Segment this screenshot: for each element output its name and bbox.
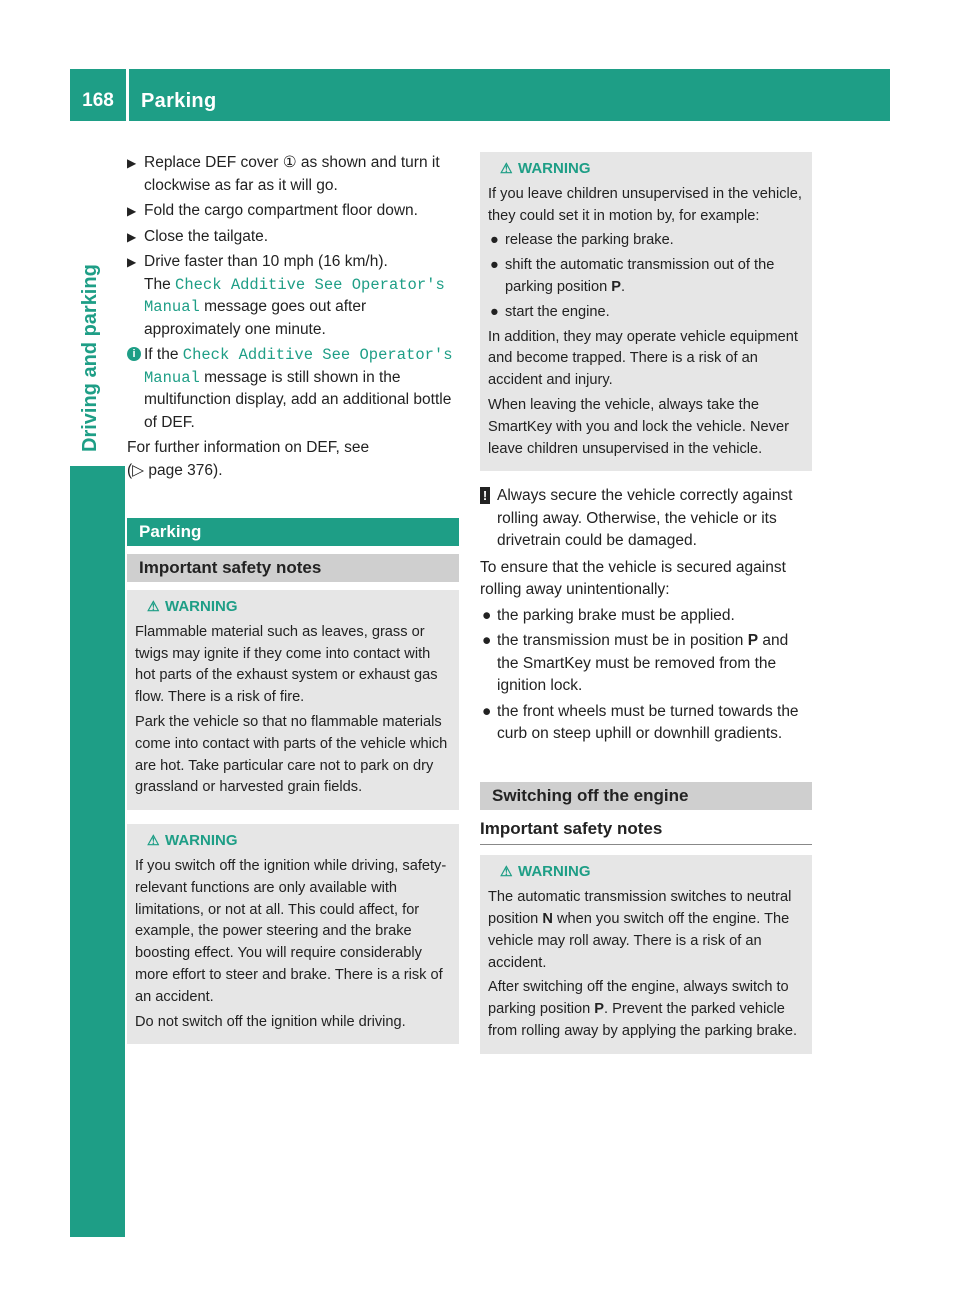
ensure-text: To ensure that the vehicle is secured against rolling away unintentionally: — [480, 558, 786, 599]
warning-box — [127, 824, 459, 1044]
header-title: Parking — [141, 90, 217, 112]
item-number-1: ① — [282, 154, 297, 171]
page-number: 168 — [82, 90, 114, 111]
section-title: Parking — [127, 518, 459, 546]
warning-bullet: ● release the parking brake. — [490, 232, 674, 249]
warning-box — [480, 152, 812, 471]
warning-triangle-icon: ⚠ — [147, 832, 160, 849]
further-info: For further information on DEF, see (▷ page 376). — [127, 439, 370, 479]
warning-text: In addition, they may operate vehicle equipment and become trapped. There is a risk of an accident and injury. — [488, 328, 798, 389]
warning-text: The automatic transmission switches to neutral position N when you switch off the engine. The vehicle may roll away. There is a risk of an accident. — [488, 889, 792, 971]
step-close-tailgate: ▶ Close the tailgate. — [127, 226, 459, 249]
warning-title: ⚠ WARNING — [488, 158, 804, 180]
subsection-title: Switching off the engine — [480, 782, 812, 810]
warning-text: After switching off the engine, always switch to parking position P. Prevent the parked vehicle from rolling away by applying the parking brake. — [488, 979, 798, 1039]
warning-text: If you leave children unsupervised in the vehicle, they could set it in motion by, for example: — [488, 185, 802, 224]
page-reference[interactable]: (▷ page 376). — [127, 461, 223, 479]
display-message: Check Additive See Operator's Manual — [144, 346, 453, 387]
warning-text: When leaving the vehicle, always take the SmartKey with you and lock the vehicle. Never leave children unsupervised in the vehicle. — [488, 396, 789, 457]
warning-text: If you switch off the ignition while driving, safety-relevant functions are only available with limitations, or not at all. This could affect, for example, the power steering and the brake boosting effect. You will require considerably more effort to steer and brake. There is a risk of an accident. — [135, 857, 447, 1005]
warning-text: Flammable material such as leaves, grass or twigs may ignite if they come into contact with hot parts of the exhaust system or exhaust gas flow. There is a risk of fire. — [135, 623, 438, 706]
left-column — [127, 152, 459, 1044]
step-arrow-icon: ▶ — [127, 204, 137, 218]
warning-text: Park the vehicle so that no flammable materials come into contact with parts of the vehicle which are hot. Take particular care not to park on dry grassland or harvested grain fields. — [135, 713, 448, 796]
side-tab-label: Driving and parking — [79, 264, 101, 452]
header-separator — [126, 69, 129, 121]
warning-triangle-icon: ⚠ — [500, 863, 513, 880]
warning-text: Do not switch off the ignition while driving. — [135, 1013, 406, 1030]
step-arrow-icon: ▶ — [127, 156, 137, 170]
warning-bullet: ● shift the automatic transmission out of the parking position P. — [490, 257, 775, 295]
subsection-title: Important safety notes — [127, 554, 459, 582]
step-drive-faster: ▶ Drive faster than 10 mph (16 km/h). The Check Additive See Operator's Manual message goes out after approximately one minute. — [127, 253, 445, 338]
warning-title: ⚠ WARNING — [135, 830, 451, 852]
list-item: ● the transmission must be in position P and the SmartKey must be removed from the ignition lock. — [482, 632, 789, 695]
warning-title: ⚠ WARNING — [135, 596, 451, 618]
list-item: ● the front wheels must be turned towards the curb on steep uphill or downhill gradients. — [482, 702, 799, 743]
right-column — [480, 152, 812, 1054]
exclamation-icon: ! — [480, 487, 490, 504]
info-icon: i — [127, 347, 141, 361]
step-fold-floor: ▶ Fold the cargo compartment floor down. — [127, 200, 459, 223]
step-replace-cover: ▶ Replace DEF cover ① as shown and turn it clockwise as far as it will go. — [127, 154, 440, 194]
warning-triangle-icon: ⚠ — [500, 160, 513, 176]
warning-box — [127, 590, 459, 810]
side-green-block — [70, 466, 125, 1237]
list-item: ● the parking brake must be applied. — [482, 606, 735, 624]
step-arrow-icon: ▶ — [127, 229, 137, 244]
info-note: i If the Check Additive See Operator's Manual message is still shown in the multifunction display, add an additional bottle of DEF. — [127, 344, 459, 434]
warning-bullet: ● start the engine. — [490, 303, 610, 320]
warning-box — [480, 855, 812, 1053]
step-arrow-icon: ▶ — [127, 255, 137, 269]
display-message: Check Additive See Operator's Manual — [144, 275, 445, 316]
heading: Important safety notes — [480, 818, 812, 846]
warning-triangle-icon: ⚠ — [147, 598, 160, 614]
notice: ! Always secure the vehicle correctly against rolling away. Otherwise, the vehicle or its drivetrain could be damaged. — [480, 485, 812, 553]
warning-title: ⚠ WARNING — [488, 861, 804, 883]
